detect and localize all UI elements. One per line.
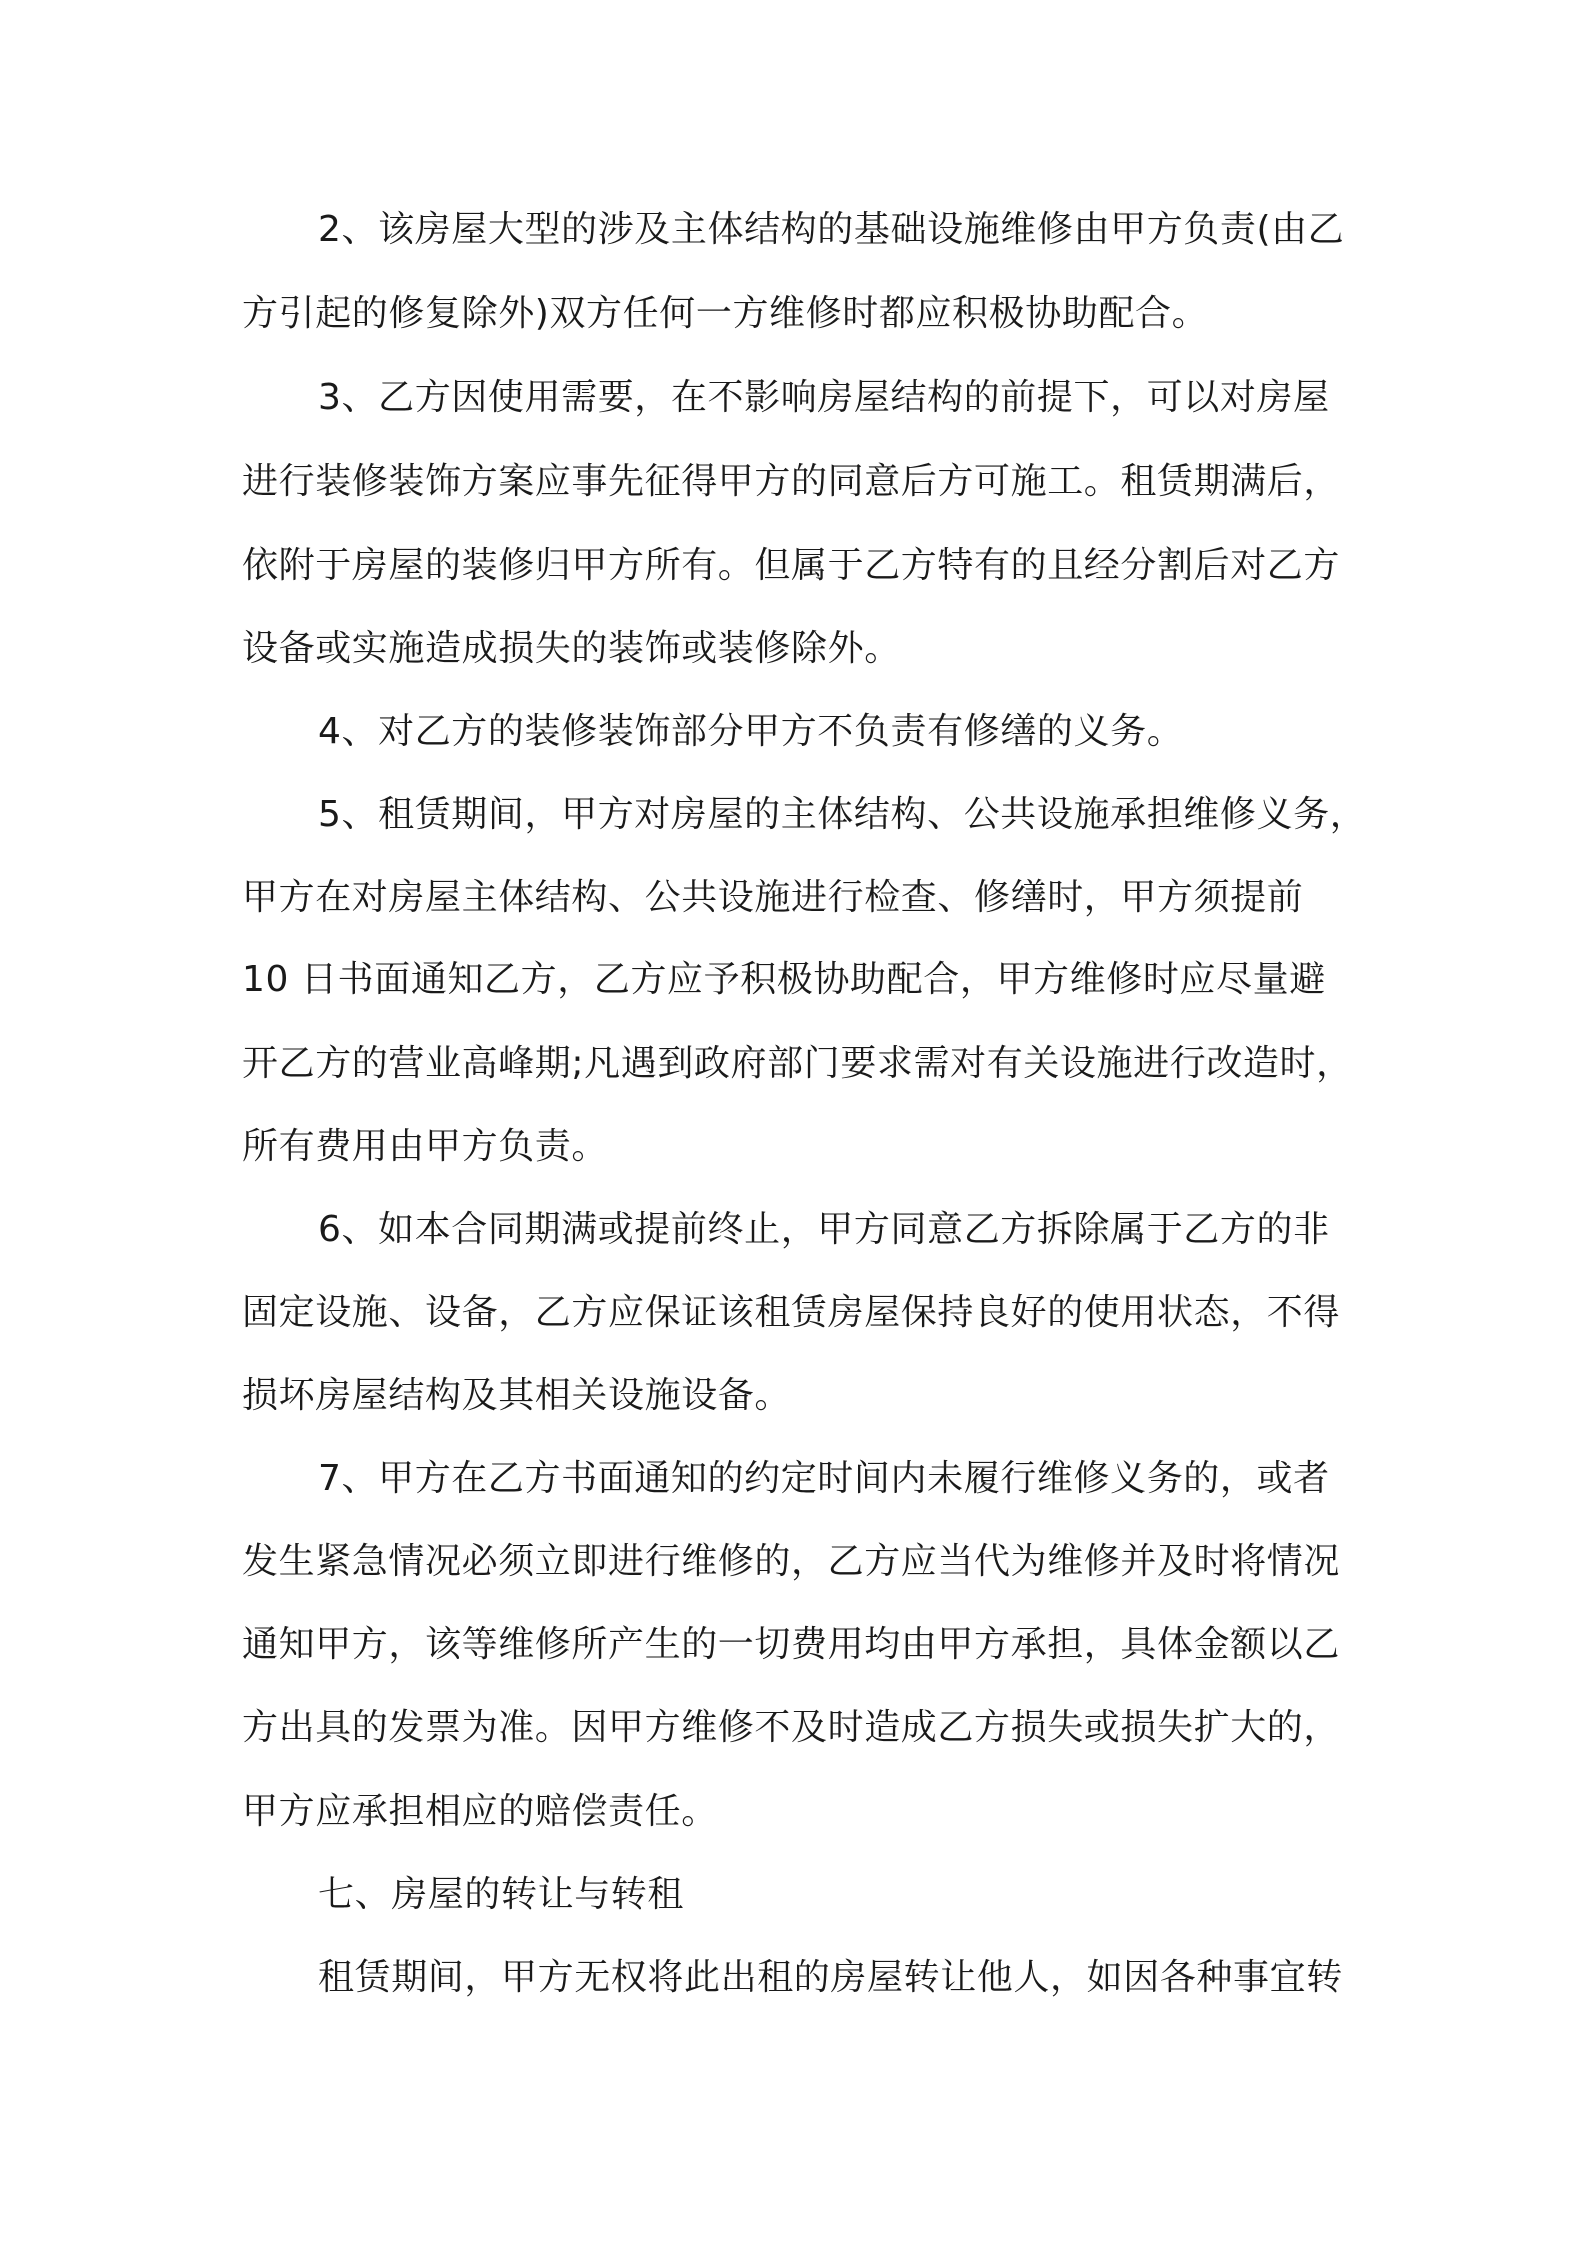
text-line: 甲方在对房屋主体结构、公共设施进行检查、修缮时，甲方须提前 [242, 877, 1304, 918]
text-line: 4、对乙方的装修装饰部分甲方不负责有修缮的义务。 [318, 711, 1184, 752]
text-line: 发生紧急情况必须立即进行维修的，乙方应当代为维修并及时将情况 [242, 1541, 1341, 1582]
text-line: 7、甲方在乙方书面通知的约定时间内未履行维修义务的，或者 [318, 1458, 1330, 1499]
text-line: 5、租赁期间，甲方对房屋的主体结构、公共设施承担维修义务， [318, 794, 1367, 835]
text-line: 3、乙方因使用需要，在不影响房屋结构的前提下，可以对房屋 [318, 377, 1330, 418]
text-line: 6、如本合同期满或提前终止，甲方同意乙方拆除属于乙方的非 [318, 1209, 1330, 1250]
text-line: 固定设施、设备，乙方应保证该租赁房屋保持良好的使用状态，不得 [242, 1292, 1341, 1333]
text-line: 损坏房屋结构及其相关设施设备。 [242, 1375, 792, 1416]
text-line: 进行装修装饰方案应事先征得甲方的同意后方可施工。租赁期满后， [242, 461, 1341, 502]
text-line: 方出具的发票为准。因甲方维修不及时造成乙方损失或损失扩大的， [242, 1707, 1341, 1748]
text-line: 依附于房屋的装修归甲方所有。但属于乙方特有的且经分割后对乙方 [242, 545, 1341, 586]
text-line: 开乙方的营业高峰期;凡遇到政府部门要求需对有关设施进行改造时， [242, 1043, 1353, 1084]
text-line: 所有费用由甲方负责。 [242, 1126, 609, 1167]
text-line: 通知甲方，该等维修所产生的一切费用均由甲方承担，具体金额以乙 [242, 1624, 1341, 1665]
text-line: 2、该房屋大型的涉及主体结构的基础设施维修由甲方负责(由乙 [318, 209, 1345, 250]
section-heading: 七、房屋的转让与转租 [318, 1874, 685, 1915]
text-line: 租赁期间，甲方无权将此出租的房屋转让他人，如因各种事宜转 [318, 1957, 1343, 1998]
text-line: 甲方应承担相应的赔偿责任。 [242, 1791, 718, 1832]
text-line: 设备或实施造成损失的装饰或装修除外。 [242, 628, 901, 669]
text-line: 方引起的修复除外)双方任何一方维修时都应积极协助配合。 [242, 293, 1209, 334]
text-line: 10 日书面通知乙方，乙方应予积极协助配合，甲方维修时应尽量避 [242, 959, 1326, 1000]
